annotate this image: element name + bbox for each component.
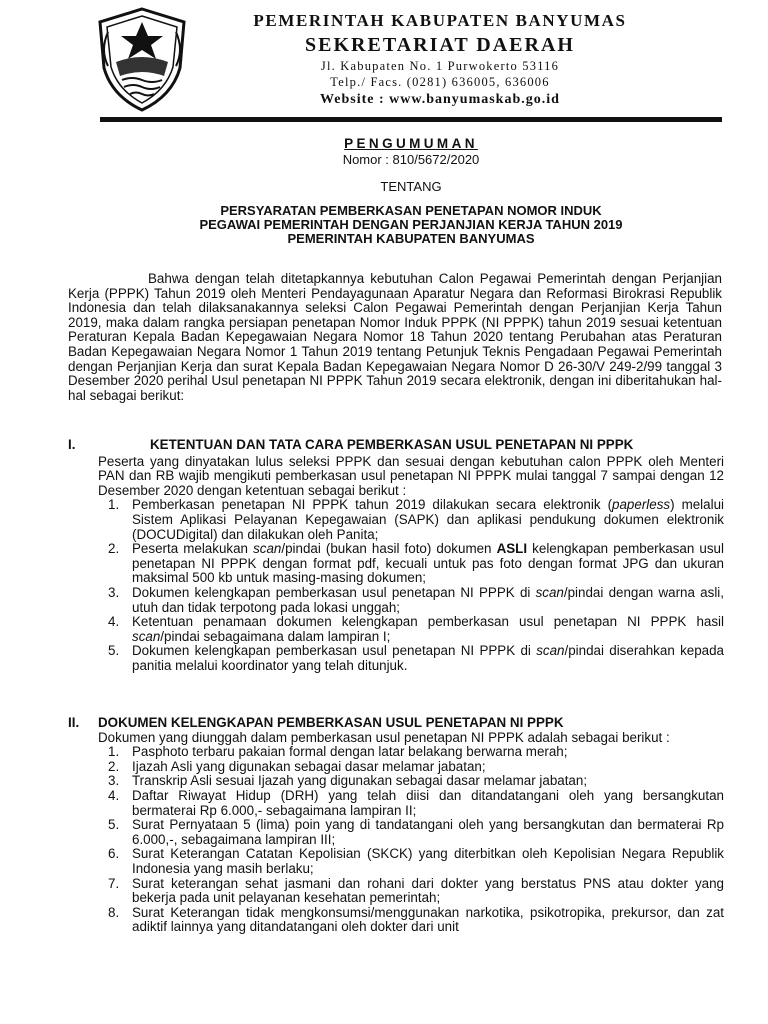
announcement-number: Nomor : 810/5672/2020 (342, 152, 480, 167)
announcement-subject (100, 204, 722, 246)
section-2-list (98, 745, 724, 935)
letterhead-address: Jl. Kabupaten No. 1 Purwokerto 53116 (320, 59, 560, 73)
letterhead-website: Website : www.banyumaskab.go.id (320, 92, 560, 107)
list-item: 4. Daftar Riwayat Hidup (DRH) yang telah diisi dan ditandatangani oleh yang bersangkutan bermaterai Rp 6.000,- sebagaimana lampiran II; (108, 787, 724, 818)
letterhead-phone: Telp./ Facs. (0281) 636005, 636006 (330, 75, 550, 89)
list-item: 5. Dokumen kelengkapan pemberkasan usul penetapan NI PPPK di scan/pindai diserahkan kepada panitia melalui koordinator yang telah ditunjuk. (108, 643, 724, 673)
list-item: 2. Ijazah Asli yang digunakan sebagai dasar melamar jabatan; (108, 758, 486, 774)
list-item: 3. Dokumen kelengkapan pemberkasan usul penetapan NI PPPK di scan/pindai dengan warna asli, utuh dan tidak terpotong pada lokasi unggah; (108, 584, 724, 615)
list-item: 2. Peserta melakukan scan/pindai (bukan hasil foto) dokumen ASLI kelengkapan pemberkasan usul penetapan NI PPPK dengan format pdf, kecuali untuk pas foto dengan format JPG dan ukuran maksimal 500 kb untuk masing-masing dokumen; (108, 541, 724, 586)
section-heading: KETENTUAN DAN TATA CARA PEMBERKASAN USUL PENETAPAN NI PPPK (150, 437, 634, 452)
letterhead-secretariat: SEKRETARIAT DAERAH (305, 34, 575, 56)
list-item: 8. Surat Keterangan tidak mengkonsumsi/menggunakan narkotika, psikotropika, prekursor, dan zat adiktif lainnya yang ditandatangani oleh dokter dari unit (108, 904, 724, 935)
list-item: 1. Pemberkasan penetapan NI PPPK tahun 2019 dilakukan secara elektronik (paperless) melalui Sistem Aplikasi Pelayanan Kepegawaian (SAPK) dan aplikasi pendukung dokumen elektronik (DOCUDigital) dan dilakukan oleh Panita; (108, 497, 724, 542)
list-item: 3. Transkrip Asli sesuai Ijazah yang digunakan sebagai dasar melamar jabatan; (108, 773, 588, 789)
section-heading: DOKUMEN KELENGKAPAN PEMBERKASAN USUL PENETAPAN NI PPPK (98, 715, 564, 730)
section-1 (68, 438, 724, 674)
list-item: 7. Surat keterangan sehat jasmani dan rohani dari dokter yang berstatus PNS atau dokter yang bekerja pada unit pelayanan kesehatan pemerintah; (108, 875, 724, 906)
subject-line: PERSYARATAN PEMBERKASAN PENETAPAN NOMOR INDUK (220, 203, 602, 218)
intro-paragraph: Bahwa dengan telah ditetapkannya kebutuhan Calon Pegawai Pemerintah dengan Perjanjian Kerja (PPPK) Tahun 2019 oleh Menteri Pendayagunaan Aparatur Negara dan Reformasi Birokrasi Republik Indonesia dan telah dilaksanakannya seleksi Calon Pegawai Pemerintah dengan Perjanjian Kerja Tahun 2019, maka dalam rangka persiapan penetapan Nomor Induk PPPK (NI PPPK) tahun 2019 sesuai ketentuan Peraturan Kepala Badan Kepegawaian Negara Nomor 18 Tahun 2020 tentang Perubahan atas Peraturan Badan Kepegawaian Negara Nomor 1 Tahun 2019 tentang Petunjuk Teknis Pengadaan Pegawai Pemerintah dengan Perjanjian Kerja dan surat Kepala Badan Kepegawaian Negara Nomor D 26-30/V 249-2/99 tanggal 3 Desember 2020 perihal Usul penetapan NI PPPK Tahun 2019 secara elektronik, dengan ini diberitahukan hal-hal sebagai berikut: (68, 271, 722, 403)
announcement-about: TENTANG (380, 179, 442, 194)
list-item: 6. Surat Keterangan Catatan Kepolisian (SKCK) yang diterbitkan oleh Kepolisian Negara Republik Indonesia yang masih berlaku; (108, 846, 724, 876)
section-1-list (98, 498, 724, 673)
letterhead-government: PEMERINTAH KABUPATEN BANYUMAS (253, 11, 627, 30)
section-2 (68, 716, 724, 935)
section-body: Dokumen yang diunggah dalam pemberkasan usul penetapan NI PPPK adalah sebagai berikut : (98, 729, 670, 745)
list-item: 5. Surat Pernyataan 5 (lima) poin yang di tandatangani oleh yang bersangkutan dan bermaterai Rp 6.000,-, sebagaimana lampiran III; (108, 817, 724, 847)
letterhead (196, 10, 684, 110)
list-item: 1. Pasphoto terbaru pakaian formal dengan latar belakang berwarna merah; (108, 744, 568, 760)
subject-line: PEGAWAI PEMERINTAH DENGAN PERJANJIAN KERJA TAHUN 2019 (199, 217, 623, 232)
letterhead-divider (100, 117, 722, 122)
section-number: II. (68, 715, 80, 730)
section-number: I. (68, 437, 76, 452)
list-item: 4. Ketentuan penamaan dokumen kelengkapan pemberkasan usul penetapan NI PPPK hasil scan/pindai sebagaimana dalam lampiran I; (108, 614, 724, 644)
banyumas-regency-emblem-icon (92, 6, 192, 114)
subject-line: PEMERINTAH KABUPATEN BANYUMAS (287, 231, 535, 246)
announcement-heading: PENGUMUMAN (344, 136, 478, 151)
section-body: Peserta yang dinyatakan lulus seleksi PPPK dan sesuai dengan kebutuhan calon PPPK oleh Menteri PAN dan RB wajib mengikuti pemberkasan usul penetapan NI PPPK mulai tanggal 7 sampai dengan 12 Desember 2020 dengan ketentuan sebagai berikut : (98, 453, 724, 498)
